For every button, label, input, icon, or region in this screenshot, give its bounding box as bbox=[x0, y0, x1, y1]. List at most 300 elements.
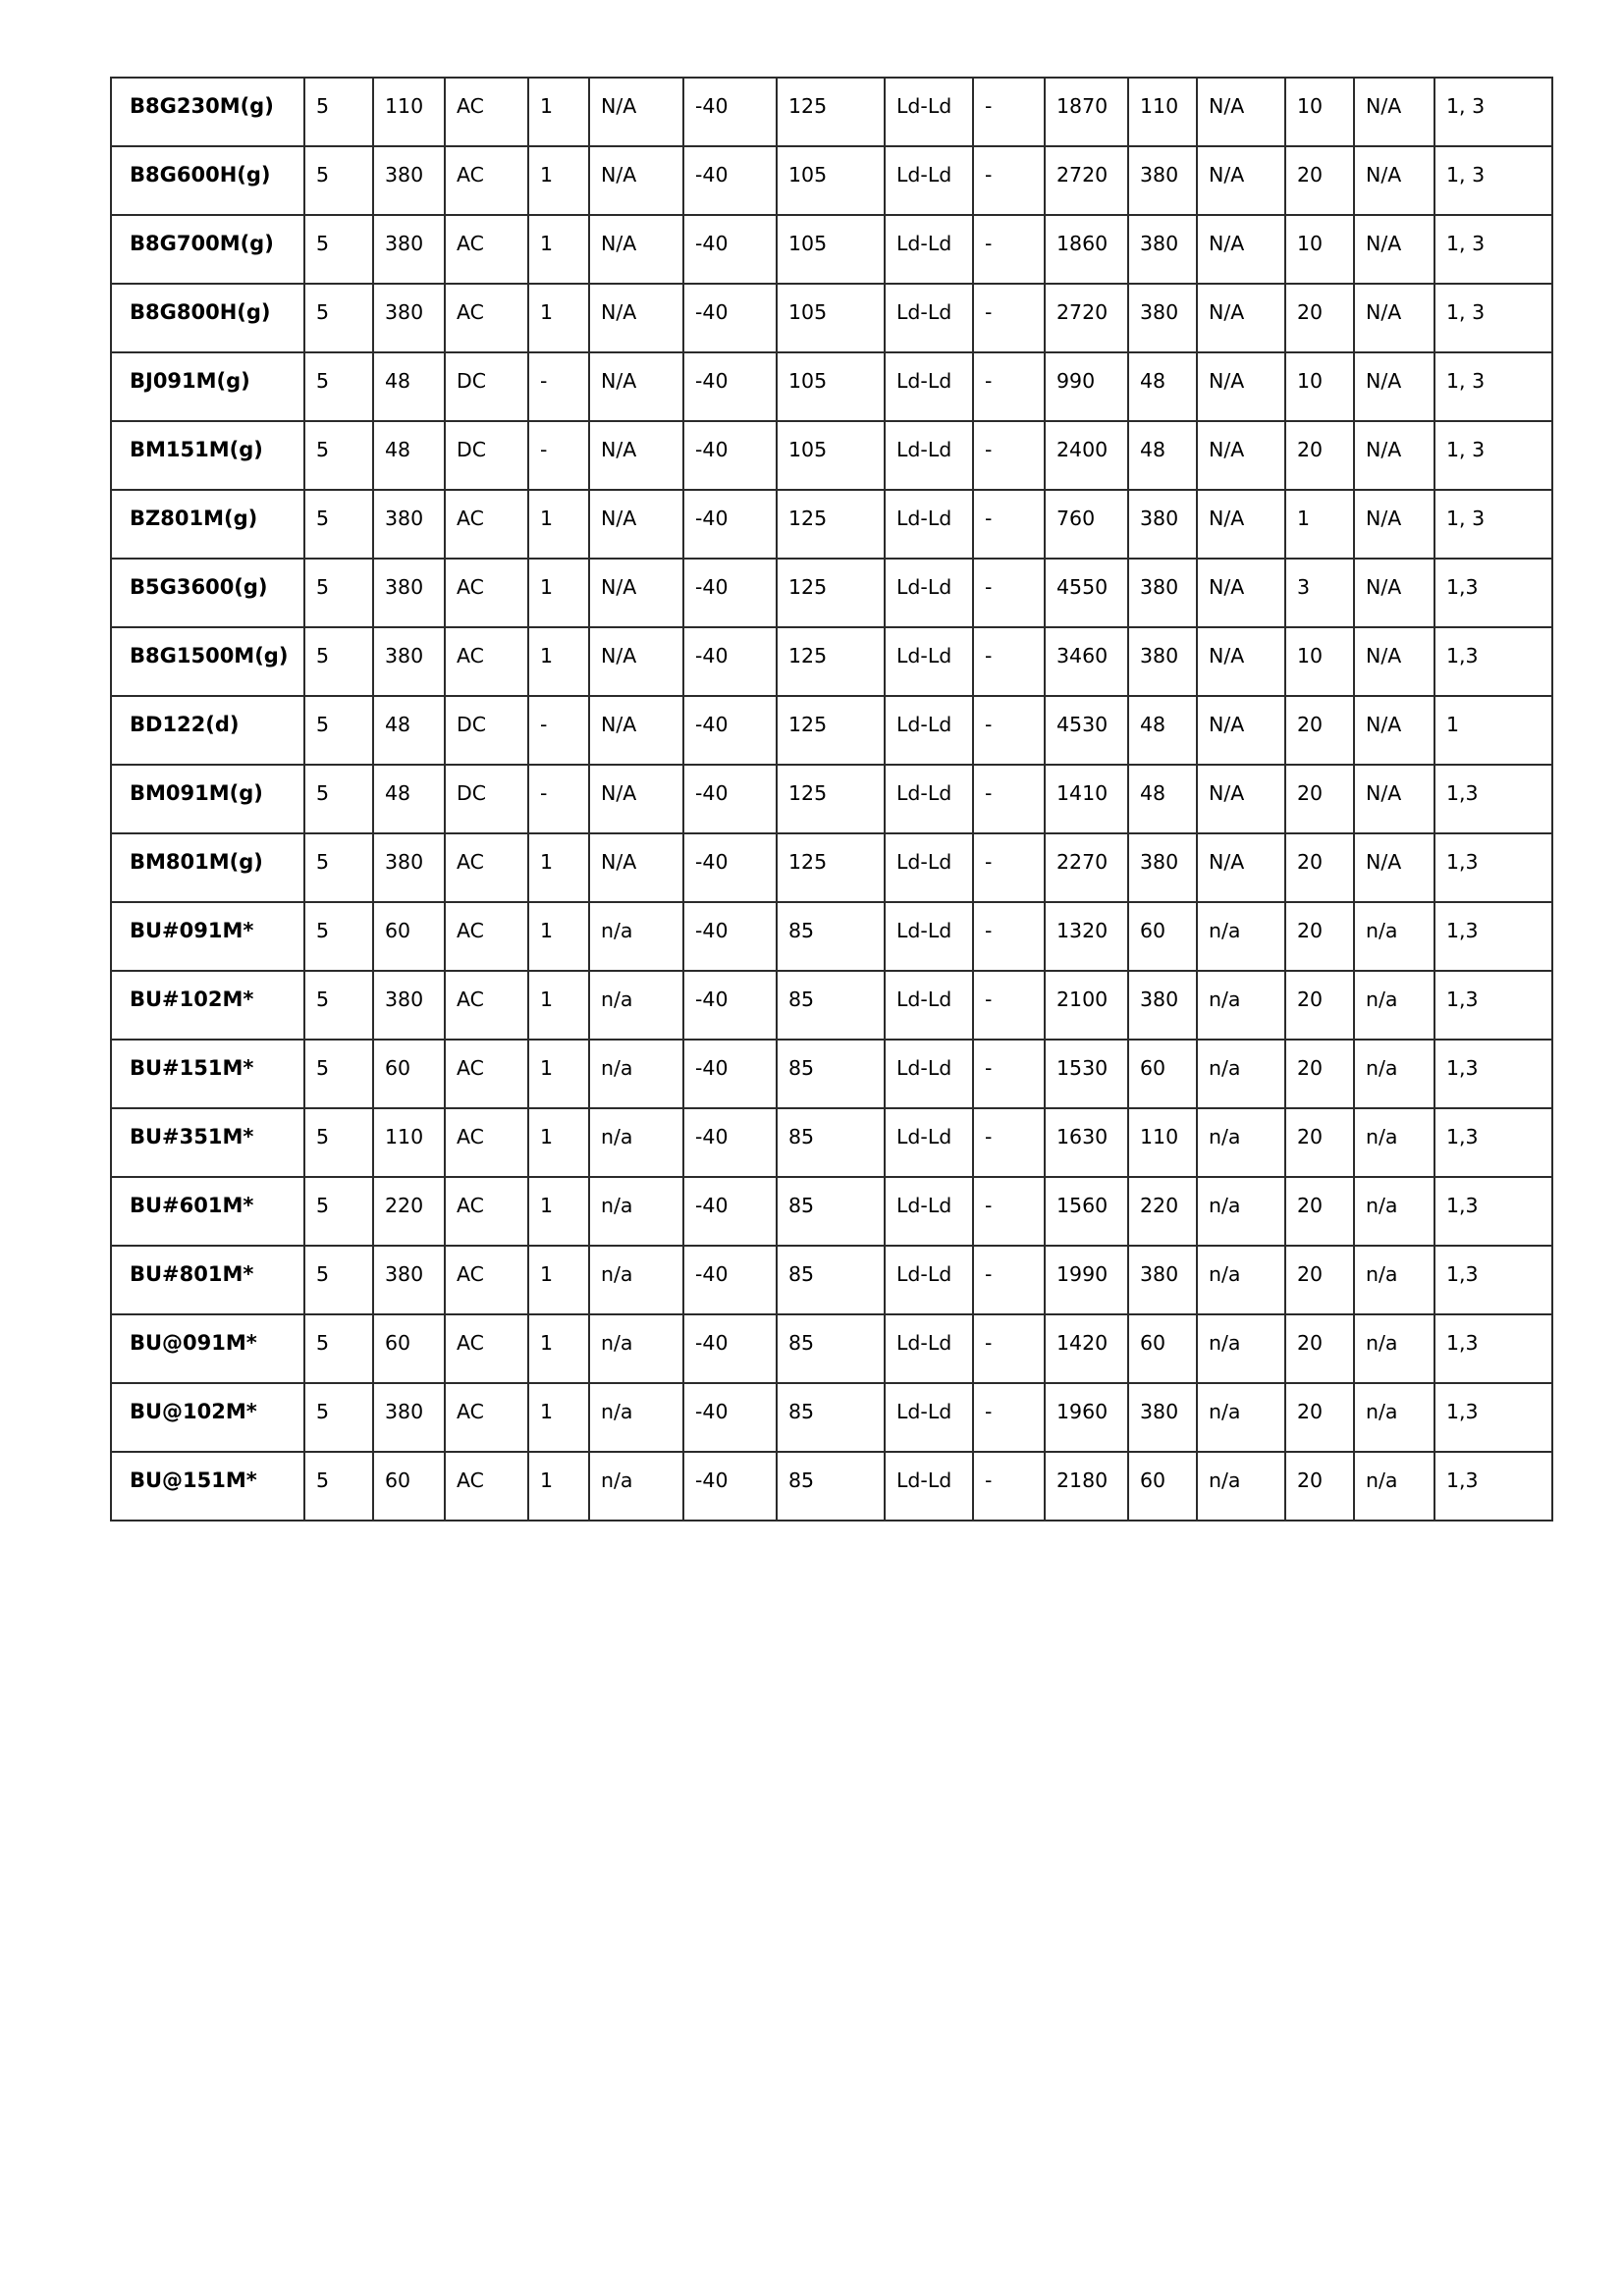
cell-col-14: 20 bbox=[1285, 1314, 1354, 1383]
cell-col-9: Ld-Ld bbox=[885, 146, 973, 215]
table-row bbox=[111, 1177, 1552, 1246]
cell-col-3: 380 bbox=[373, 971, 445, 1040]
cell-col-4: AC bbox=[445, 902, 528, 971]
cell-col-15: N/A bbox=[1354, 421, 1434, 490]
cell-col-12: 380 bbox=[1128, 284, 1197, 352]
cell-part-number: BJ091M(g) bbox=[111, 352, 304, 421]
cell-col-6: N/A bbox=[589, 352, 683, 421]
cell-col-6: N/A bbox=[589, 696, 683, 765]
cell-col-13: N/A bbox=[1197, 421, 1285, 490]
cell-col-4: AC bbox=[445, 215, 528, 284]
cell-col-3: 380 bbox=[373, 559, 445, 627]
cell-col-13: N/A bbox=[1197, 490, 1285, 559]
cell-col-9: Ld-Ld bbox=[885, 284, 973, 352]
cell-col-2: 5 bbox=[304, 215, 373, 284]
cell-col-3: 380 bbox=[373, 146, 445, 215]
cell-col-8: 125 bbox=[777, 833, 885, 902]
cell-col-3: 380 bbox=[373, 215, 445, 284]
cell-col-9: Ld-Ld bbox=[885, 421, 973, 490]
cell-col-14: 1 bbox=[1285, 490, 1354, 559]
cell-col-11: 990 bbox=[1045, 352, 1128, 421]
cell-col-15: N/A bbox=[1354, 146, 1434, 215]
cell-col-11: 1560 bbox=[1045, 1177, 1128, 1246]
cell-col-13: N/A bbox=[1197, 765, 1285, 833]
cell-notes: 1,3 bbox=[1434, 902, 1552, 971]
cell-col-12: 380 bbox=[1128, 146, 1197, 215]
cell-col-15: n/a bbox=[1354, 1177, 1434, 1246]
cell-col-5: 1 bbox=[528, 1108, 589, 1177]
cell-col-6: N/A bbox=[589, 833, 683, 902]
cell-col-6: N/A bbox=[589, 765, 683, 833]
cell-col-15: N/A bbox=[1354, 559, 1434, 627]
cell-col-9: Ld-Ld bbox=[885, 1314, 973, 1383]
cell-col-3: 48 bbox=[373, 696, 445, 765]
cell-col-8: 125 bbox=[777, 78, 885, 146]
cell-part-number: BU@091M* bbox=[111, 1314, 304, 1383]
cell-col-13: n/a bbox=[1197, 1246, 1285, 1314]
cell-col-10: - bbox=[973, 284, 1045, 352]
cell-col-6: n/a bbox=[589, 902, 683, 971]
cell-col-7: -40 bbox=[683, 765, 777, 833]
cell-col-6: n/a bbox=[589, 1314, 683, 1383]
cell-notes: 1,3 bbox=[1434, 971, 1552, 1040]
cell-col-3: 110 bbox=[373, 1108, 445, 1177]
cell-col-2: 5 bbox=[304, 1177, 373, 1246]
cell-notes: 1, 3 bbox=[1434, 421, 1552, 490]
cell-col-14: 20 bbox=[1285, 1383, 1354, 1452]
cell-col-9: Ld-Ld bbox=[885, 1383, 973, 1452]
cell-col-15: n/a bbox=[1354, 971, 1434, 1040]
cell-col-4: AC bbox=[445, 284, 528, 352]
cell-col-4: AC bbox=[445, 1108, 528, 1177]
cell-col-3: 60 bbox=[373, 902, 445, 971]
cell-col-7: -40 bbox=[683, 1452, 777, 1521]
cell-col-12: 60 bbox=[1128, 1452, 1197, 1521]
cell-col-15: N/A bbox=[1354, 215, 1434, 284]
cell-col-2: 5 bbox=[304, 627, 373, 696]
cell-col-10: - bbox=[973, 559, 1045, 627]
cell-col-7: -40 bbox=[683, 1314, 777, 1383]
cell-col-12: 60 bbox=[1128, 1314, 1197, 1383]
cell-col-11: 1320 bbox=[1045, 902, 1128, 971]
cell-notes: 1,3 bbox=[1434, 1177, 1552, 1246]
cell-col-13: N/A bbox=[1197, 215, 1285, 284]
cell-col-3: 380 bbox=[373, 490, 445, 559]
cell-col-15: N/A bbox=[1354, 284, 1434, 352]
table-row bbox=[111, 1040, 1552, 1108]
cell-col-4: DC bbox=[445, 696, 528, 765]
cell-col-13: n/a bbox=[1197, 1452, 1285, 1521]
cell-col-3: 48 bbox=[373, 421, 445, 490]
cell-col-4: AC bbox=[445, 1383, 528, 1452]
cell-col-5: 1 bbox=[528, 1040, 589, 1108]
cell-col-12: 220 bbox=[1128, 1177, 1197, 1246]
cell-col-8: 105 bbox=[777, 352, 885, 421]
cell-col-10: - bbox=[973, 352, 1045, 421]
cell-col-6: n/a bbox=[589, 1383, 683, 1452]
cell-col-14: 20 bbox=[1285, 833, 1354, 902]
cell-col-8: 125 bbox=[777, 696, 885, 765]
cell-col-5: 1 bbox=[528, 78, 589, 146]
cell-col-15: n/a bbox=[1354, 1383, 1434, 1452]
cell-col-5: 1 bbox=[528, 971, 589, 1040]
cell-part-number: BM091M(g) bbox=[111, 765, 304, 833]
cell-col-2: 5 bbox=[304, 352, 373, 421]
cell-col-2: 5 bbox=[304, 421, 373, 490]
cell-col-4: AC bbox=[445, 1452, 528, 1521]
cell-col-6: n/a bbox=[589, 971, 683, 1040]
cell-part-number: BD122(d) bbox=[111, 696, 304, 765]
cell-col-12: 60 bbox=[1128, 1040, 1197, 1108]
cell-col-4: DC bbox=[445, 421, 528, 490]
cell-col-15: N/A bbox=[1354, 765, 1434, 833]
cell-col-14: 20 bbox=[1285, 765, 1354, 833]
cell-col-8: 125 bbox=[777, 765, 885, 833]
table-row bbox=[111, 1452, 1552, 1521]
table-row bbox=[111, 421, 1552, 490]
cell-col-6: N/A bbox=[589, 78, 683, 146]
cell-col-8: 85 bbox=[777, 1040, 885, 1108]
cell-col-9: Ld-Ld bbox=[885, 696, 973, 765]
cell-col-15: N/A bbox=[1354, 490, 1434, 559]
cell-notes: 1, 3 bbox=[1434, 215, 1552, 284]
cell-col-13: n/a bbox=[1197, 902, 1285, 971]
cell-col-2: 5 bbox=[304, 559, 373, 627]
cell-col-3: 380 bbox=[373, 627, 445, 696]
cell-part-number: BU#601M* bbox=[111, 1177, 304, 1246]
cell-col-8: 85 bbox=[777, 1314, 885, 1383]
table-row bbox=[111, 902, 1552, 971]
cell-col-8: 85 bbox=[777, 1452, 885, 1521]
cell-col-5: - bbox=[528, 421, 589, 490]
table-row bbox=[111, 215, 1552, 284]
cell-col-9: Ld-Ld bbox=[885, 78, 973, 146]
cell-col-3: 380 bbox=[373, 1246, 445, 1314]
cell-part-number: BU#151M* bbox=[111, 1040, 304, 1108]
cell-col-8: 85 bbox=[777, 1246, 885, 1314]
cell-notes: 1, 3 bbox=[1434, 490, 1552, 559]
cell-col-11: 4550 bbox=[1045, 559, 1128, 627]
cell-col-8: 125 bbox=[777, 559, 885, 627]
cell-col-9: Ld-Ld bbox=[885, 833, 973, 902]
cell-col-14: 10 bbox=[1285, 627, 1354, 696]
cell-col-2: 5 bbox=[304, 1452, 373, 1521]
cell-col-9: Ld-Ld bbox=[885, 971, 973, 1040]
cell-col-2: 5 bbox=[304, 490, 373, 559]
cell-part-number: BM801M(g) bbox=[111, 833, 304, 902]
cell-col-15: N/A bbox=[1354, 627, 1434, 696]
table-row bbox=[111, 765, 1552, 833]
cell-col-10: - bbox=[973, 902, 1045, 971]
cell-col-5: - bbox=[528, 696, 589, 765]
cell-col-9: Ld-Ld bbox=[885, 215, 973, 284]
cell-col-7: -40 bbox=[683, 1040, 777, 1108]
cell-col-7: -40 bbox=[683, 1383, 777, 1452]
cell-col-4: AC bbox=[445, 559, 528, 627]
cell-col-7: -40 bbox=[683, 559, 777, 627]
cell-col-11: 1870 bbox=[1045, 78, 1128, 146]
cell-notes: 1,3 bbox=[1434, 1246, 1552, 1314]
cell-col-9: Ld-Ld bbox=[885, 1246, 973, 1314]
cell-col-13: N/A bbox=[1197, 146, 1285, 215]
table-body bbox=[111, 78, 1552, 1521]
cell-col-10: - bbox=[973, 833, 1045, 902]
table-row bbox=[111, 284, 1552, 352]
cell-col-3: 48 bbox=[373, 765, 445, 833]
cell-col-5: 1 bbox=[528, 1452, 589, 1521]
cell-col-12: 380 bbox=[1128, 1383, 1197, 1452]
table-row bbox=[111, 971, 1552, 1040]
cell-col-6: n/a bbox=[589, 1108, 683, 1177]
cell-part-number: B5G3600(g) bbox=[111, 559, 304, 627]
cell-col-7: -40 bbox=[683, 490, 777, 559]
cell-col-14: 20 bbox=[1285, 902, 1354, 971]
cell-col-7: -40 bbox=[683, 78, 777, 146]
cell-col-2: 5 bbox=[304, 78, 373, 146]
cell-col-3: 48 bbox=[373, 352, 445, 421]
cell-col-11: 4530 bbox=[1045, 696, 1128, 765]
cell-col-4: AC bbox=[445, 1314, 528, 1383]
cell-col-12: 60 bbox=[1128, 902, 1197, 971]
cell-col-7: -40 bbox=[683, 833, 777, 902]
cell-col-8: 85 bbox=[777, 902, 885, 971]
cell-col-8: 85 bbox=[777, 1383, 885, 1452]
table-row bbox=[111, 1246, 1552, 1314]
cell-col-12: 110 bbox=[1128, 1108, 1197, 1177]
cell-col-6: N/A bbox=[589, 421, 683, 490]
cell-col-7: -40 bbox=[683, 1246, 777, 1314]
cell-col-9: Ld-Ld bbox=[885, 490, 973, 559]
cell-col-13: n/a bbox=[1197, 1040, 1285, 1108]
cell-col-6: n/a bbox=[589, 1452, 683, 1521]
cell-col-13: N/A bbox=[1197, 627, 1285, 696]
table-row bbox=[111, 627, 1552, 696]
cell-part-number: BZ801M(g) bbox=[111, 490, 304, 559]
cell-col-2: 5 bbox=[304, 765, 373, 833]
cell-col-11: 1860 bbox=[1045, 215, 1128, 284]
cell-col-9: Ld-Ld bbox=[885, 559, 973, 627]
cell-col-15: n/a bbox=[1354, 1246, 1434, 1314]
cell-col-11: 2720 bbox=[1045, 146, 1128, 215]
cell-col-10: - bbox=[973, 1383, 1045, 1452]
cell-part-number: B8G230M(g) bbox=[111, 78, 304, 146]
cell-col-15: N/A bbox=[1354, 696, 1434, 765]
cell-col-11: 2270 bbox=[1045, 833, 1128, 902]
cell-col-5: 1 bbox=[528, 1177, 589, 1246]
cell-col-9: Ld-Ld bbox=[885, 1040, 973, 1108]
cell-col-2: 5 bbox=[304, 284, 373, 352]
cell-col-3: 220 bbox=[373, 1177, 445, 1246]
cell-col-6: n/a bbox=[589, 1177, 683, 1246]
cell-col-12: 380 bbox=[1128, 627, 1197, 696]
cell-col-4: AC bbox=[445, 833, 528, 902]
cell-col-11: 3460 bbox=[1045, 627, 1128, 696]
cell-col-13: n/a bbox=[1197, 1314, 1285, 1383]
cell-col-12: 380 bbox=[1128, 833, 1197, 902]
cell-col-8: 85 bbox=[777, 1177, 885, 1246]
cell-col-5: 1 bbox=[528, 1314, 589, 1383]
cell-col-10: - bbox=[973, 1040, 1045, 1108]
cell-col-4: AC bbox=[445, 146, 528, 215]
cell-col-5: 1 bbox=[528, 833, 589, 902]
cell-col-10: - bbox=[973, 1108, 1045, 1177]
cell-part-number: B8G700M(g) bbox=[111, 215, 304, 284]
cell-col-2: 5 bbox=[304, 696, 373, 765]
cell-col-15: N/A bbox=[1354, 833, 1434, 902]
cell-col-2: 5 bbox=[304, 1108, 373, 1177]
cell-col-5: 1 bbox=[528, 1383, 589, 1452]
cell-col-11: 1960 bbox=[1045, 1383, 1128, 1452]
cell-col-2: 5 bbox=[304, 1040, 373, 1108]
cell-col-5: 1 bbox=[528, 146, 589, 215]
cell-col-7: -40 bbox=[683, 215, 777, 284]
cell-col-7: -40 bbox=[683, 902, 777, 971]
cell-notes: 1, 3 bbox=[1434, 352, 1552, 421]
cell-part-number: BM151M(g) bbox=[111, 421, 304, 490]
cell-col-12: 110 bbox=[1128, 78, 1197, 146]
cell-col-12: 380 bbox=[1128, 215, 1197, 284]
cell-col-6: N/A bbox=[589, 627, 683, 696]
cell-col-2: 5 bbox=[304, 971, 373, 1040]
cell-col-12: 380 bbox=[1128, 559, 1197, 627]
cell-col-7: -40 bbox=[683, 627, 777, 696]
cell-col-13: N/A bbox=[1197, 78, 1285, 146]
cell-col-14: 20 bbox=[1285, 696, 1354, 765]
cell-col-3: 110 bbox=[373, 78, 445, 146]
cell-col-10: - bbox=[973, 971, 1045, 1040]
table-row bbox=[111, 352, 1552, 421]
cell-col-3: 380 bbox=[373, 284, 445, 352]
cell-col-4: AC bbox=[445, 1040, 528, 1108]
cell-col-15: N/A bbox=[1354, 352, 1434, 421]
cell-col-11: 1530 bbox=[1045, 1040, 1128, 1108]
cell-notes: 1,3 bbox=[1434, 765, 1552, 833]
cell-notes: 1, 3 bbox=[1434, 78, 1552, 146]
cell-col-9: Ld-Ld bbox=[885, 1452, 973, 1521]
cell-col-5: 1 bbox=[528, 215, 589, 284]
cell-col-8: 85 bbox=[777, 971, 885, 1040]
cell-col-4: AC bbox=[445, 78, 528, 146]
cell-col-15: n/a bbox=[1354, 902, 1434, 971]
cell-col-10: - bbox=[973, 1314, 1045, 1383]
table-row bbox=[111, 1314, 1552, 1383]
cell-col-7: -40 bbox=[683, 1177, 777, 1246]
cell-notes: 1, 3 bbox=[1434, 146, 1552, 215]
cell-col-3: 60 bbox=[373, 1040, 445, 1108]
cell-col-15: n/a bbox=[1354, 1452, 1434, 1521]
cell-col-4: DC bbox=[445, 352, 528, 421]
cell-notes: 1,3 bbox=[1434, 1452, 1552, 1521]
cell-col-11: 1420 bbox=[1045, 1314, 1128, 1383]
cell-part-number: B8G1500M(g) bbox=[111, 627, 304, 696]
cell-col-6: N/A bbox=[589, 146, 683, 215]
cell-col-10: - bbox=[973, 215, 1045, 284]
cell-notes: 1,3 bbox=[1434, 1314, 1552, 1383]
cell-col-5: 1 bbox=[528, 559, 589, 627]
table-row bbox=[111, 146, 1552, 215]
cell-col-3: 380 bbox=[373, 833, 445, 902]
cell-col-7: -40 bbox=[683, 421, 777, 490]
table-row bbox=[111, 78, 1552, 146]
cell-col-6: N/A bbox=[589, 490, 683, 559]
cell-notes: 1,3 bbox=[1434, 559, 1552, 627]
cell-col-14: 10 bbox=[1285, 215, 1354, 284]
specification-table bbox=[110, 77, 1553, 1522]
cell-col-8: 85 bbox=[777, 1108, 885, 1177]
cell-col-4: AC bbox=[445, 627, 528, 696]
cell-col-5: 1 bbox=[528, 1246, 589, 1314]
cell-col-10: - bbox=[973, 490, 1045, 559]
cell-col-14: 20 bbox=[1285, 421, 1354, 490]
cell-col-5: 1 bbox=[528, 627, 589, 696]
cell-col-13: n/a bbox=[1197, 1383, 1285, 1452]
cell-col-13: N/A bbox=[1197, 833, 1285, 902]
cell-col-4: AC bbox=[445, 1246, 528, 1314]
cell-col-13: N/A bbox=[1197, 696, 1285, 765]
cell-col-7: -40 bbox=[683, 146, 777, 215]
cell-col-13: n/a bbox=[1197, 971, 1285, 1040]
cell-col-9: Ld-Ld bbox=[885, 1108, 973, 1177]
cell-col-2: 5 bbox=[304, 1314, 373, 1383]
cell-col-14: 20 bbox=[1285, 284, 1354, 352]
cell-col-4: AC bbox=[445, 971, 528, 1040]
cell-col-14: 20 bbox=[1285, 1108, 1354, 1177]
cell-col-6: N/A bbox=[589, 215, 683, 284]
cell-part-number: BU#102M* bbox=[111, 971, 304, 1040]
cell-col-10: - bbox=[973, 765, 1045, 833]
cell-col-12: 380 bbox=[1128, 971, 1197, 1040]
cell-col-6: n/a bbox=[589, 1246, 683, 1314]
cell-col-14: 20 bbox=[1285, 1452, 1354, 1521]
cell-col-8: 105 bbox=[777, 421, 885, 490]
cell-col-10: - bbox=[973, 146, 1045, 215]
cell-col-14: 20 bbox=[1285, 1246, 1354, 1314]
cell-col-2: 5 bbox=[304, 1383, 373, 1452]
cell-col-11: 2400 bbox=[1045, 421, 1128, 490]
cell-col-6: N/A bbox=[589, 559, 683, 627]
cell-col-10: - bbox=[973, 421, 1045, 490]
cell-col-15: n/a bbox=[1354, 1314, 1434, 1383]
cell-col-10: - bbox=[973, 627, 1045, 696]
cell-col-9: Ld-Ld bbox=[885, 902, 973, 971]
cell-col-7: -40 bbox=[683, 1108, 777, 1177]
cell-col-5: - bbox=[528, 352, 589, 421]
cell-col-8: 125 bbox=[777, 627, 885, 696]
cell-col-2: 5 bbox=[304, 146, 373, 215]
cell-col-15: n/a bbox=[1354, 1108, 1434, 1177]
cell-col-3: 60 bbox=[373, 1314, 445, 1383]
cell-col-4: DC bbox=[445, 765, 528, 833]
cell-col-11: 2720 bbox=[1045, 284, 1128, 352]
cell-col-10: - bbox=[973, 1246, 1045, 1314]
cell-col-2: 5 bbox=[304, 902, 373, 971]
cell-part-number: BU@102M* bbox=[111, 1383, 304, 1452]
cell-col-9: Ld-Ld bbox=[885, 765, 973, 833]
cell-col-14: 20 bbox=[1285, 1040, 1354, 1108]
cell-notes: 1,3 bbox=[1434, 1383, 1552, 1452]
cell-col-14: 20 bbox=[1285, 146, 1354, 215]
cell-col-9: Ld-Ld bbox=[885, 352, 973, 421]
cell-col-14: 20 bbox=[1285, 1177, 1354, 1246]
cell-col-13: n/a bbox=[1197, 1177, 1285, 1246]
cell-col-7: -40 bbox=[683, 352, 777, 421]
cell-col-14: 3 bbox=[1285, 559, 1354, 627]
cell-col-12: 380 bbox=[1128, 1246, 1197, 1314]
cell-col-8: 105 bbox=[777, 284, 885, 352]
table-row bbox=[111, 833, 1552, 902]
cell-col-5: 1 bbox=[528, 284, 589, 352]
cell-part-number: BU#091M* bbox=[111, 902, 304, 971]
